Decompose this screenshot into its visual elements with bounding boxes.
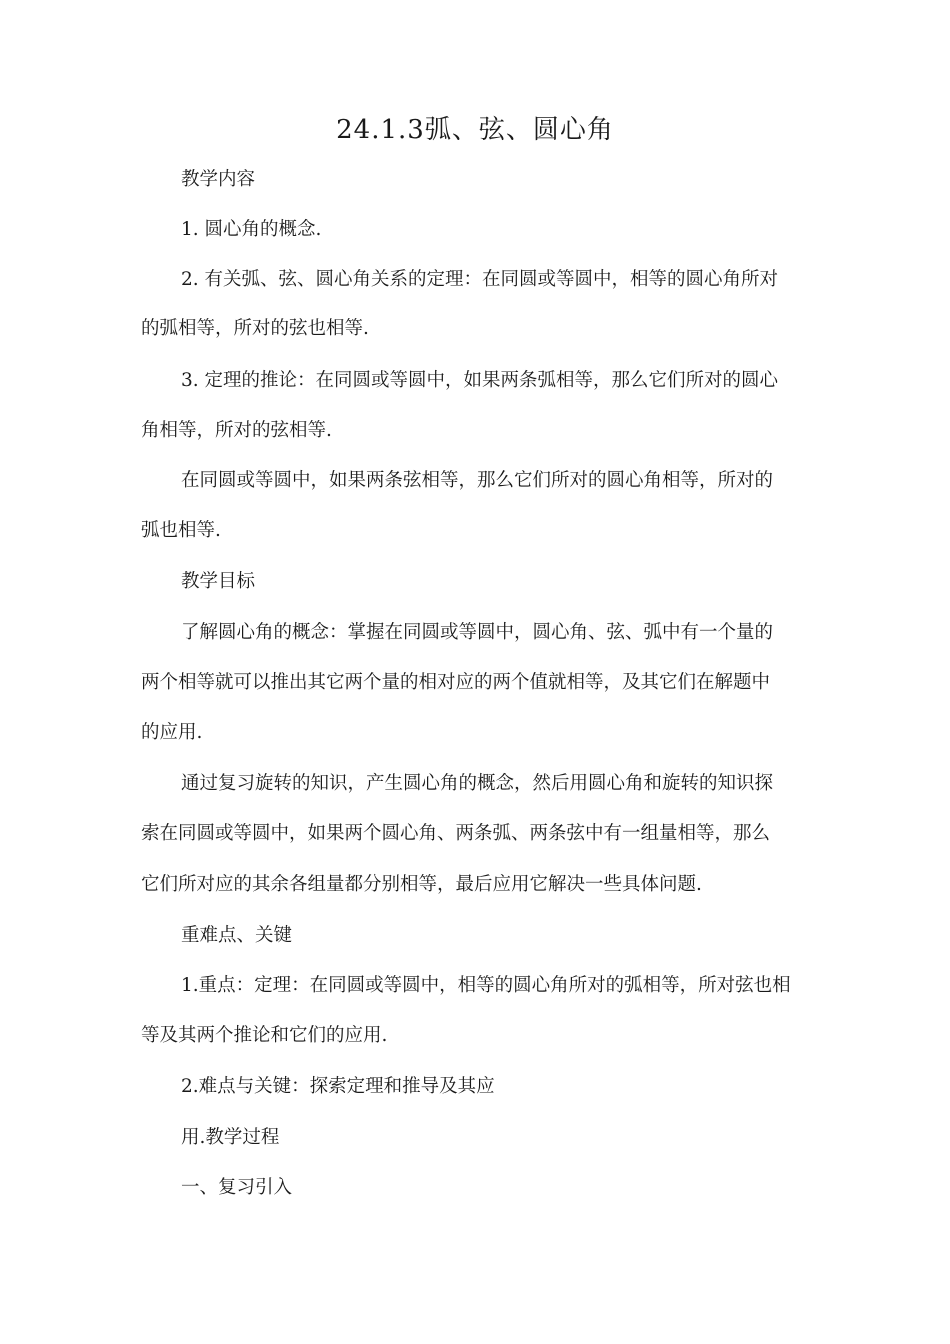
paragraph-line: 索在同圆或等圆中，如果两个圆心角、两条弧、两条弦中有一组量相等，那么	[141, 823, 771, 844]
list-item: 2. 有关弧、弦、圆心角关系的定理：在同圆或等圆中，相等的圆心角所对	[181, 269, 779, 290]
paragraph-line: 的应用.	[141, 722, 203, 743]
section-heading-goals: 教学目标	[181, 571, 256, 592]
paragraph-line: 的弧相等，所对的弦也相等.	[141, 318, 369, 339]
paragraph-line: 了解圆心角的概念：掌握在同圆或等圆中，圆心角、弦、弧中有一个量的	[181, 622, 774, 643]
paragraph-line: 它们所对应的其余各组量都分别相等，最后应用它解决一些具体问题.	[141, 874, 702, 895]
list-item: 1.重点：定理：在同圆或等圆中，相等的圆心角所对的弧相等，所对弦也相	[181, 975, 791, 996]
section-heading-content: 教学内容	[181, 169, 256, 190]
list-item: 3. 定理的推论：在同圆或等圆中，如果两条弧相等，那么它们所对的圆心	[181, 370, 779, 391]
list-item: 1. 圆心角的概念.	[181, 219, 322, 240]
list-item: 2.难点与关键：探索定理和推导及其应	[181, 1076, 495, 1097]
section-heading-key-points: 重难点、关键	[181, 925, 293, 946]
paragraph-line: 角相等，所对的弦相等.	[141, 420, 332, 441]
paragraph-line: 在同圆或等圆中，如果两条弦相等，那么它们所对的圆心角相等，所对的	[181, 470, 774, 491]
paragraph-line: 用.教学过程	[181, 1127, 280, 1148]
paragraph-line: 两个相等就可以推出其它两个量的相对应的两个值就相等，及其它们在解题中	[141, 672, 771, 693]
paragraph-line: 通过复习旋转的知识，产生圆心角的概念，然后用圆心角和旋转的知识探	[181, 773, 774, 794]
page-title: 24.1.3弧、弦、圆心角	[336, 115, 614, 145]
paragraph-line: 弧也相等.	[141, 520, 221, 541]
paragraph-line: 等及其两个推论和它们的应用.	[141, 1025, 388, 1046]
section-heading-review: 一、复习引入	[181, 1177, 293, 1198]
